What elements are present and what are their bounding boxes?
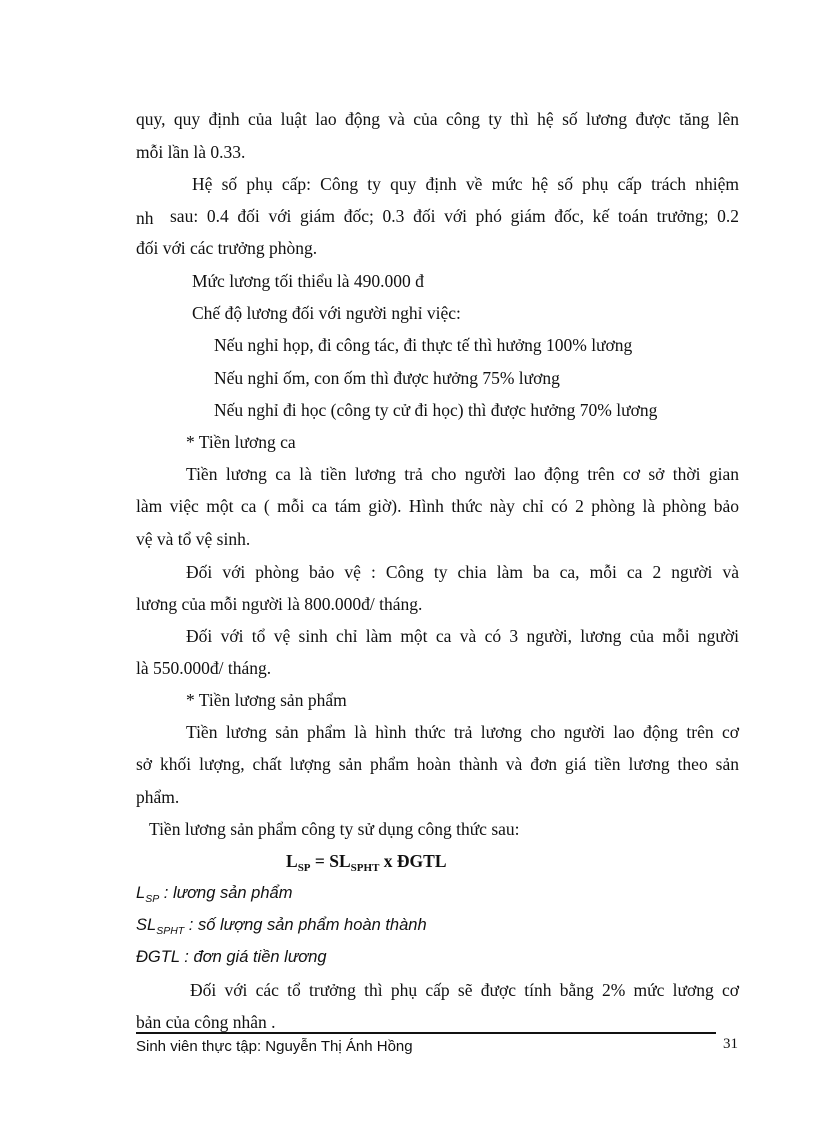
paragraph-line: Đối với tổ vệ sinh chỉ làm một ca và có 3 người, lương của mỗi người xyxy=(186,626,739,646)
section-heading-shift-wage: * Tiền lương ca xyxy=(186,432,296,452)
leave-policy-item: Nếu nghỉ ốm, con ốm thì được hưởng 75% lương xyxy=(214,368,560,388)
formula-rhs-subscript: SPHT xyxy=(350,862,380,874)
leave-policy-item: Nếu nghỉ họp, đi công tác, đi thực tế thì hưởng 100% lương xyxy=(214,335,633,355)
paragraph-line: Tiền lương sản phẩm là hình thức trả lương cho người lao động trên cơ xyxy=(186,722,739,742)
paragraph-line: Đối với các tổ trưởng thì phụ cấp sẽ được tính bằng 2% mức lương cơ xyxy=(190,980,739,1000)
paragraph-line: đối với các trưởng phòng. xyxy=(136,238,318,258)
paragraph-line: Tiền lương ca là tiền lương trả cho người lao động trên cơ sở thời gian xyxy=(186,464,739,484)
paragraph-line: làm việc một ca ( mỗi ca tám giờ). Hình thức này chỉ có 2 phòng là phòng bảo xyxy=(136,496,739,516)
leave-policy-item: Nếu nghỉ đi học (công ty cử đi học) thì được hưởng 70% lương xyxy=(214,400,658,420)
leave-policy-heading: Chế độ lương đối với người nghỉ việc: xyxy=(192,303,461,323)
paragraph-fragment: nh xyxy=(136,208,154,228)
wage-formula xyxy=(286,850,447,875)
paragraph-line: vệ và tổ vệ sinh. xyxy=(136,529,251,549)
formula-intro: Tiền lương sản phẩm công ty sử dụng công thức sau: xyxy=(149,819,520,839)
definition-lsp: $L_{SP}$ : lương sản phẩm xyxy=(136,884,293,905)
page-number: 31 xyxy=(723,1036,738,1052)
paragraph-line: Hệ số phụ cấp: Công ty quy định về mức hệ số phụ cấp trách nhiệm xyxy=(192,174,739,194)
footer-divider xyxy=(136,1032,716,1034)
paragraph-line: lương của mỗi người là 800.000đ/ tháng. xyxy=(136,594,423,614)
section-heading-product-wage: * Tiền lương sản phẩm xyxy=(186,690,347,710)
paragraph-line: mỗi lần là 0.33. xyxy=(136,142,246,162)
paragraph-line: bản của công nhân . xyxy=(136,1012,276,1032)
formula-rest: x ĐGTL xyxy=(379,851,447,871)
paragraph-line: sở khối lượng, chất lượng sản phẩm hoàn thành và đơn giá tiền lương theo sản xyxy=(136,754,739,774)
paragraph-line: sau: 0.4 đối với giám đốc; 0.3 đối với phó giám đốc, kế toán trưởng; 0.2 xyxy=(170,206,739,226)
paragraph-line: Đối với phòng bảo vệ : Công ty chia làm ba ca, mỗi ca 2 người và xyxy=(186,562,739,582)
formula-lhs: L xyxy=(286,851,298,871)
paragraph-line: là 550.000đ/ tháng. xyxy=(136,658,272,678)
footer-author: Sinh viên thực tập: Nguyễn Thị Ánh Hồng xyxy=(136,1038,413,1055)
minimum-wage-line: Mức lương tối thiểu là 490.000 đ xyxy=(192,271,424,291)
formula-equals: = SL xyxy=(310,851,351,871)
paragraph-line: quy, quy định của luật lao động và của công ty thì hệ số lương được tăng lên xyxy=(136,109,739,129)
paragraph-line: phẩm. xyxy=(136,787,180,807)
definition-dgtl: ĐGTL : đơn giá tiền lương xyxy=(136,948,327,966)
definition-slspht: $SL_{SPHT}$ : số lượng sản phẩm hoàn thành xyxy=(136,916,427,937)
formula-lhs-subscript: SP xyxy=(297,862,311,874)
